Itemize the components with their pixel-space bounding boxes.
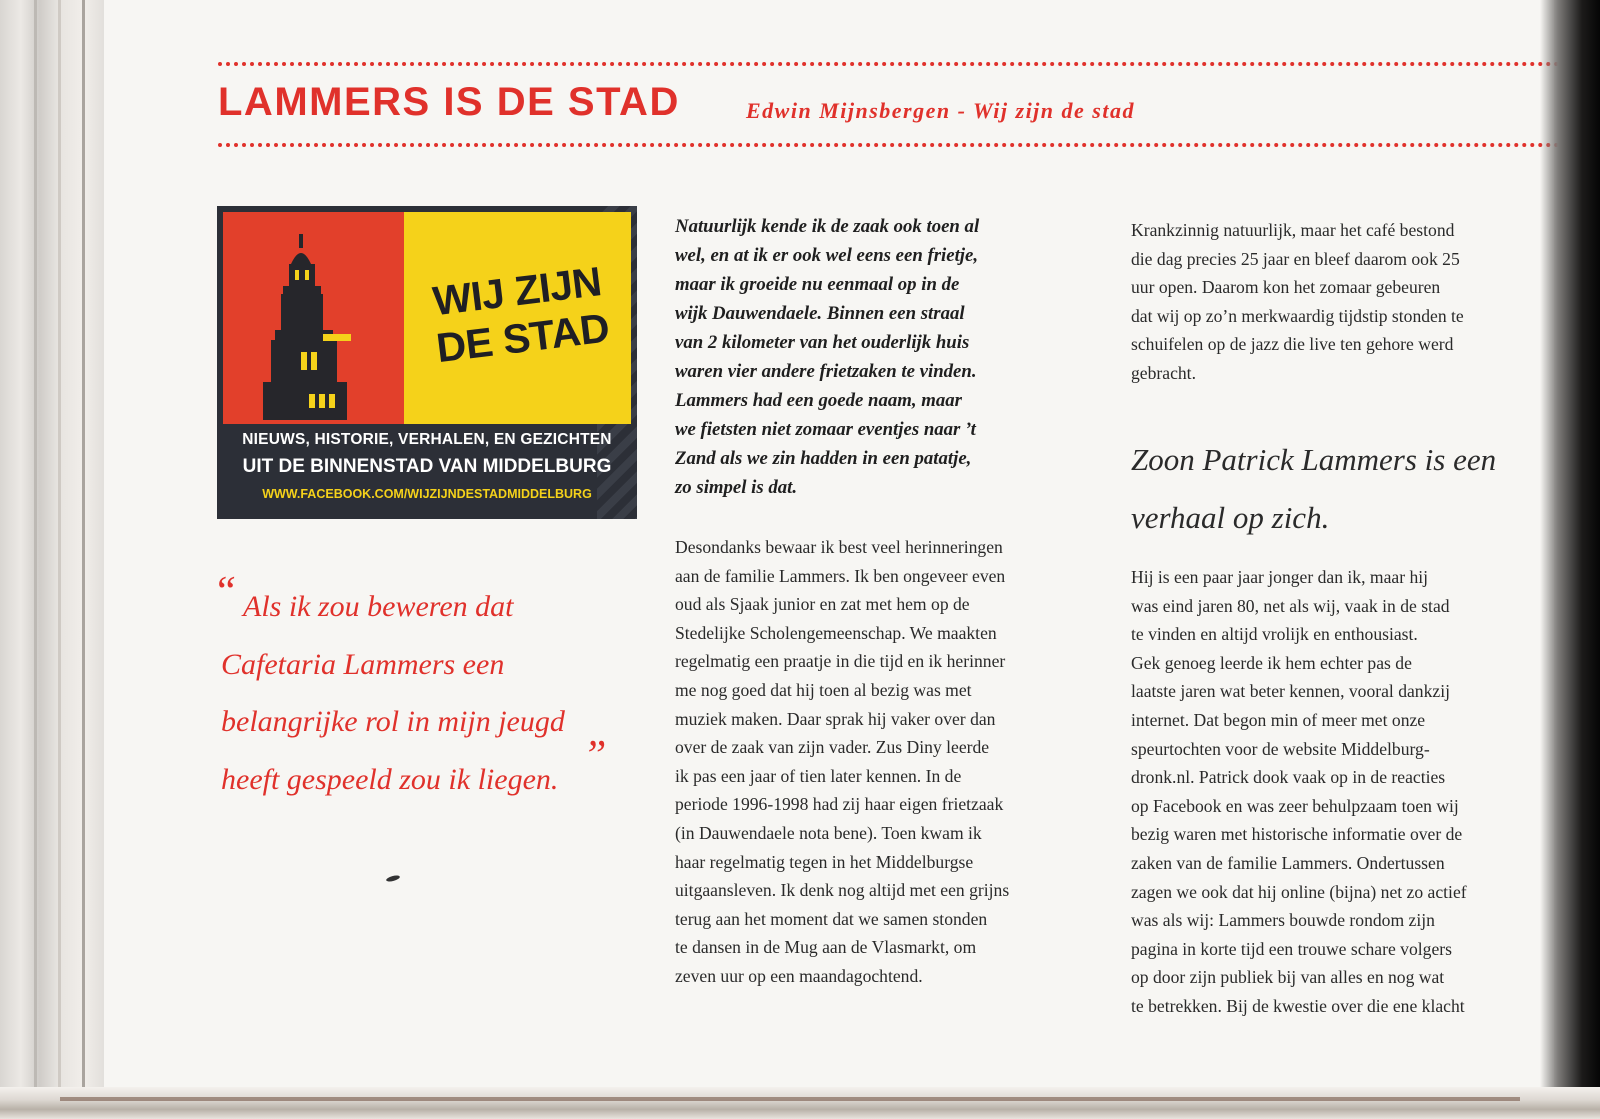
subheading-line: Zoon Patrick Lammers is een <box>1131 442 1497 477</box>
body-column-2 <box>675 533 1101 991</box>
text-line: van 2 kilometer van het ouderlijk huis <box>675 332 970 353</box>
text-line: te betrekken. Bij de kwestie over die ene klacht <box>1131 995 1465 1016</box>
text-line: (in Dauwendaele nota bene). Toen kwam ik <box>675 822 982 843</box>
text-line: Stedelijke Scholengemeenschap. We maakten <box>675 622 997 643</box>
text-line: die dag precies 25 jaar en bleef daarom ook 25 <box>1131 248 1460 269</box>
scan-edge-bottom <box>0 1087 1600 1119</box>
text-line: over de zaak van zijn vader. Zus Diny leerde <box>675 737 990 758</box>
text-line: Gek genoeg leerde ik hem echter pas de <box>1131 652 1412 673</box>
promo-slogan-line2: DE STAD <box>433 304 612 372</box>
scan-edge-left <box>0 0 104 1119</box>
promo-tagline-2: UIT DE BINNENSTAD VAN MIDDELBURG <box>242 456 612 477</box>
text-line: regelmatig een praatje in die tijd en ik herinner <box>675 651 1006 672</box>
text-line: te vinden en altijd vrolijk en enthousiast. <box>1131 624 1418 645</box>
text-line: Krankzinnig natuurlijk, maar het café bestond <box>1131 220 1455 240</box>
text-line: zagen we ook dat hij online (bijna) net zo actief <box>1131 881 1467 902</box>
promo-url: WWW.FACEBOOK.COM/WIJZIJNDESTADMIDDELBURG <box>262 487 592 501</box>
section-subheading <box>1131 431 1541 547</box>
text-line: bezig waren met historische informatie over de <box>1131 824 1463 845</box>
text-line: haar regelmatig tegen in het Middelburgse <box>675 851 974 872</box>
dotted-rule-top <box>218 62 1600 66</box>
text-line: dat wij op zo’n merkwaardig tijdstip stonden te <box>1131 305 1464 326</box>
quote-open-mark: “ <box>213 569 237 615</box>
subheading-line: verhaal op zich. <box>1131 500 1330 535</box>
article-byline: Edwin Mijnsbergen - Wij zijn de stad <box>746 98 1135 123</box>
text-line: pagina in korte tijd een trouwe schare volgers <box>1131 938 1452 959</box>
text-line: zaken van de familie Lammers. Ondertussen <box>1131 852 1445 873</box>
text-line: te dansen in de Mug aan de Vlasmarkt, om <box>675 937 977 958</box>
text-line: ik pas een jaar of tien later kennen. In de <box>675 765 962 786</box>
text-line: gebracht. <box>1131 362 1196 383</box>
body-column-3-top <box>1131 216 1549 388</box>
text-line: me nog goed dat hij toen al bezig was met <box>675 679 972 700</box>
text-line: oud als Sjaak junior en zat met hem op de <box>675 594 970 615</box>
text-line: zeven uur op een maandagochtend. <box>675 965 923 986</box>
text-line: wel, en at ik er ook wel eens een frietje, <box>675 245 979 266</box>
intro-paragraph <box>675 212 1095 502</box>
text-line: zo simpel is dat. <box>675 477 798 498</box>
quote-line: Als ik zou beweren dat <box>243 590 514 623</box>
text-line: Desondanks bewaar ik best veel herinneringen <box>675 537 1003 557</box>
text-line: Natuurlijk kende ik de zaak ook toen al <box>675 216 980 237</box>
text-line: schuifelen op de jazz die live ten gehore werd <box>1131 334 1454 355</box>
text-line: muziek maken. Daar sprak hij vaker over dan <box>675 708 996 729</box>
text-line: uitgaansleven. Ik denk nog altijd met een grijns <box>675 880 1010 901</box>
text-line: we fietsten niet zomaar eventjes naar ’t <box>675 419 976 440</box>
text-line: was als wij: Lammers bouwde rondom zijn <box>1131 910 1435 931</box>
promo-image <box>217 206 637 519</box>
text-line: dronk.nl. Patrick dook vaak op in de reacties <box>1131 767 1446 788</box>
article-title: LAMMERS IS DE STAD <box>218 80 680 124</box>
pull-quote <box>213 569 621 808</box>
text-line: uur open. Daarom kon het zomaar gebeuren <box>1131 277 1441 298</box>
text-line: aan de familie Lammers. Ik ben ongeveer even <box>675 565 1006 586</box>
quote-line: Cafetaria Lammers een <box>221 647 505 681</box>
text-line: maar ik groeide nu eenmaal op in de <box>675 274 960 295</box>
text-line: op Facebook en was zeer behulpzaam toen wij <box>1131 795 1459 816</box>
text-line: was eind jaren 80, net als wij, vaak in de stad <box>1131 595 1450 616</box>
promo-tagline-1: NIEUWS, HISTORIE, VERHALEN, EN GEZICHTEN <box>242 431 612 448</box>
body-column-3-bottom <box>1131 563 1549 1021</box>
text-line: Lammers had een goede naam, maar <box>675 390 962 411</box>
text-line: terug aan het moment dat we samen stonden <box>675 908 988 929</box>
text-line: periode 1996-1998 had zij haar eigen frietzaak <box>675 794 1004 815</box>
text-line: Zand als we zin hadden in een patatje, <box>675 448 972 469</box>
quote-line: heeft gespeeld zou ik liegen. <box>221 762 559 796</box>
text-line: op door zijn publiek bij van alles en nog wat <box>1131 967 1445 988</box>
quote-close-mark: ” <box>583 733 607 779</box>
tower-icon <box>261 234 351 420</box>
text-line: speurtochten voor de website Middelburg- <box>1131 738 1430 759</box>
text-line: wijk Dauwendaele. Binnen een straal <box>675 303 965 324</box>
text-line: Hij is een paar jaar jonger dan ik, maar hij <box>1131 567 1429 587</box>
text-line: laatste jaren wat beter kennen, vooral dankzij <box>1131 681 1450 702</box>
promo-slogan-line1: WIJ ZIJN <box>430 258 604 325</box>
quote-line: belangrijke rol in mijn jeugd <box>221 705 565 738</box>
dotted-rule-bottom <box>218 143 1600 147</box>
text-line: waren vier andere frietzaken te vinden. <box>675 361 977 382</box>
scan-edge-right <box>1540 0 1600 1119</box>
text-line: internet. Dat begon min of meer met onze <box>1131 709 1426 730</box>
